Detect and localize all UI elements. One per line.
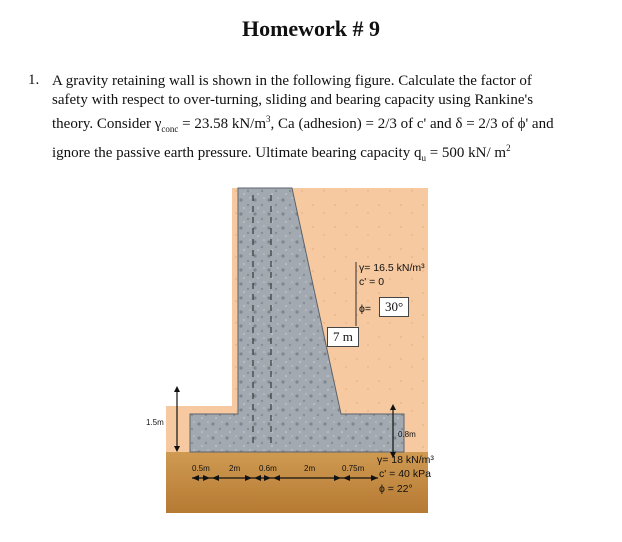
arrow-head bbox=[174, 386, 180, 392]
text-run: , Ca (adhesion) = 2/3 of c' and δ = 2/3 of ϕ' and bbox=[270, 116, 554, 132]
text-run: theory. Consider γ bbox=[52, 116, 162, 132]
backfill-cohesion: c' = 0 bbox=[359, 276, 385, 288]
dim-label-stem-top: 0.6m bbox=[259, 464, 277, 473]
text-run: = 500 kN/ m bbox=[425, 145, 507, 161]
dim-label-front-depth: 1.5m bbox=[146, 418, 164, 427]
dim-label-2m-right: 2m bbox=[304, 464, 316, 473]
superscript: 3 bbox=[266, 114, 271, 124]
backfill-unit-weight: γ= 16.5 kN/m³ bbox=[359, 262, 425, 274]
backfill-friction-angle: 30° bbox=[379, 297, 409, 317]
foundation-cohesion: c' = 40 kPa bbox=[379, 468, 431, 480]
superscript: 2 bbox=[506, 143, 511, 153]
backfill-phi-symbol: ϕ= bbox=[359, 303, 372, 315]
subscript: conc bbox=[161, 124, 179, 134]
subscript: u bbox=[421, 153, 426, 163]
question-line-1: A gravity retaining wall is shown in the following figure. Calculate the factor of bbox=[52, 73, 532, 89]
foundation-friction-angle: ϕ = 22° bbox=[379, 483, 413, 495]
foundation-unit-weight: γ= 18 kN/m³ bbox=[377, 454, 434, 466]
question-number: 1. bbox=[28, 72, 40, 88]
dim-label-2m-left: 2m bbox=[229, 464, 241, 473]
dim-label-toe: 0.5m bbox=[192, 464, 210, 473]
text-run: ignore the passive earth pressure. Ultimate bearing capacity q bbox=[52, 145, 422, 161]
dim-label-base-thickness: 0.8m bbox=[398, 430, 416, 439]
question-line-2: safety with respect to over-turning, sliding and bearing capacity using Rankine's bbox=[52, 92, 534, 108]
page-title: Homework # 9 bbox=[241, 16, 381, 41]
wall-height-label: 7 m bbox=[327, 327, 359, 347]
dim-label-heel: 0.75m bbox=[342, 464, 365, 473]
text-run: = 23.58 kN/m bbox=[178, 116, 267, 132]
